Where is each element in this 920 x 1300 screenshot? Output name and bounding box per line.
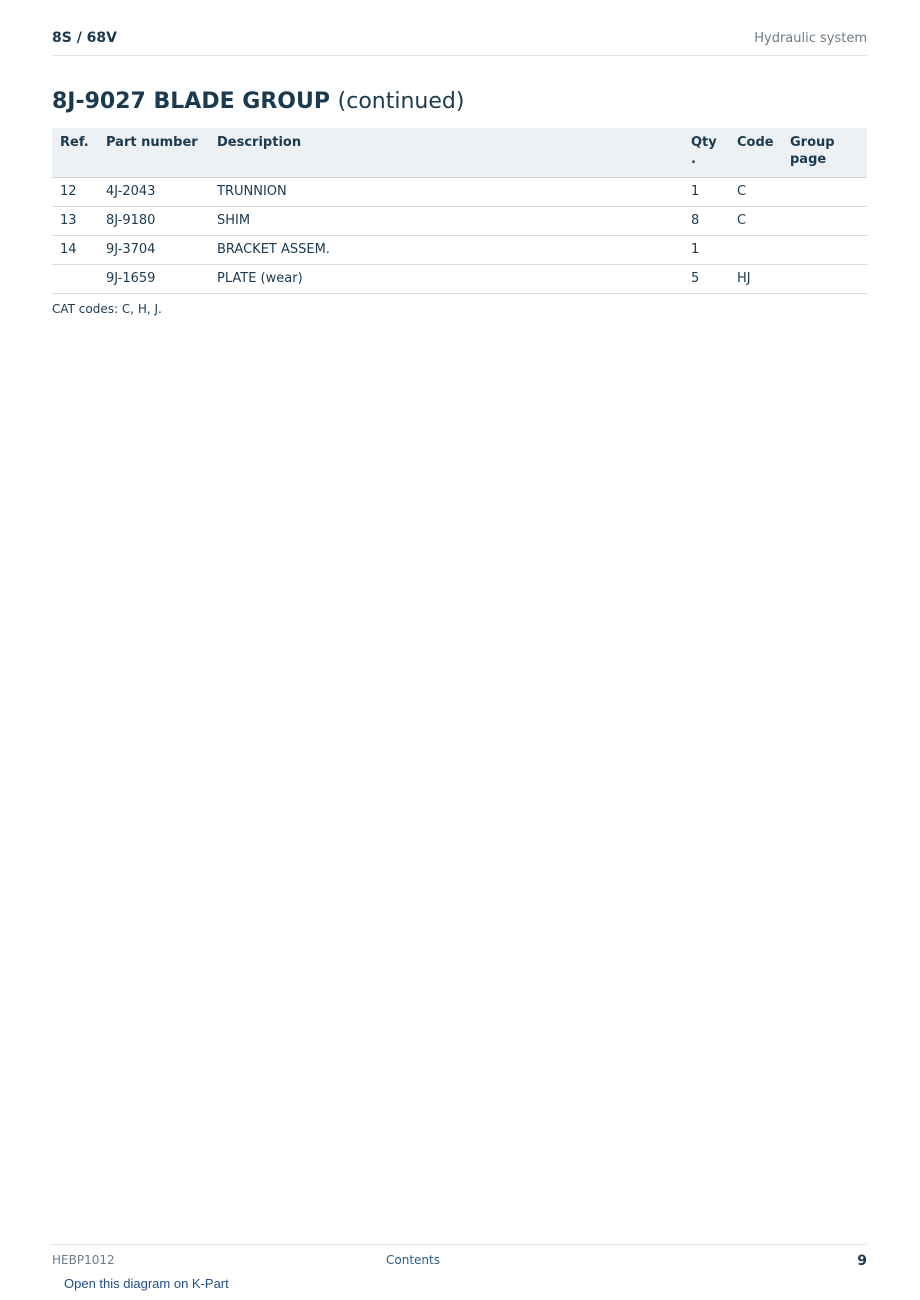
table-row (52, 235, 867, 264)
cell-code: HJ (729, 264, 782, 293)
cell-group-page (782, 177, 867, 206)
cell-description: PLATE (wear) (209, 264, 683, 293)
cell-ref (52, 264, 98, 293)
parts-table (52, 128, 867, 294)
title-suffix: (continued) (337, 89, 465, 114)
header-group-line2: page (790, 152, 827, 167)
cell-group-page (782, 235, 867, 264)
header-qty-line1: Qty (691, 135, 717, 150)
header-group-page (782, 128, 867, 177)
section-label: Hydraulic system (754, 31, 867, 46)
model-label: 8S / 68V (52, 30, 118, 46)
cell-ref: 12 (52, 177, 98, 206)
header-group-line1: Group (790, 135, 835, 150)
cell-code (729, 235, 782, 264)
cell-description: BRACKET ASSEM. (209, 235, 683, 264)
header-qty-line2: . (691, 152, 696, 167)
header-part-number: Part number (98, 128, 209, 177)
cell-ref: 14 (52, 235, 98, 264)
cell-part-number: 9J-1659 (98, 264, 209, 293)
table-row (52, 264, 867, 293)
cell-code: C (729, 177, 782, 206)
table-row (52, 206, 867, 235)
document-id: HEBP1012 (52, 1253, 115, 1267)
cell-group-page (782, 206, 867, 235)
cell-group-page (782, 264, 867, 293)
contents-link[interactable]: Contents (386, 1253, 440, 1267)
page-number: 9 (857, 1253, 867, 1269)
cell-part-number: 9J-3704 (98, 235, 209, 264)
cell-description: TRUNNION (209, 177, 683, 206)
header-ref: Ref. (52, 128, 98, 177)
table-row (52, 177, 867, 206)
cell-part-number: 4J-2043 (98, 177, 209, 206)
cell-qty: 1 (683, 235, 729, 264)
cell-description: SHIM (209, 206, 683, 235)
cell-part-number: 8J-9180 (98, 206, 209, 235)
header-description: Description (209, 128, 683, 177)
cell-code: C (729, 206, 782, 235)
cat-codes-note: CAT codes: C, H, J. (52, 302, 162, 316)
cell-qty: 5 (683, 264, 729, 293)
header-qty (683, 128, 729, 177)
table-header-row (52, 128, 867, 177)
page-title (52, 89, 464, 114)
page-header (52, 28, 867, 56)
cell-qty: 8 (683, 206, 729, 235)
page-footer (52, 1244, 867, 1274)
kpart-diagram-link[interactable]: Open this diagram on K-Part (64, 1276, 229, 1291)
cell-ref: 13 (52, 206, 98, 235)
group-title: 8J-9027 BLADE GROUP (52, 89, 330, 114)
header-code: Code (729, 128, 782, 177)
cell-qty: 1 (683, 177, 729, 206)
